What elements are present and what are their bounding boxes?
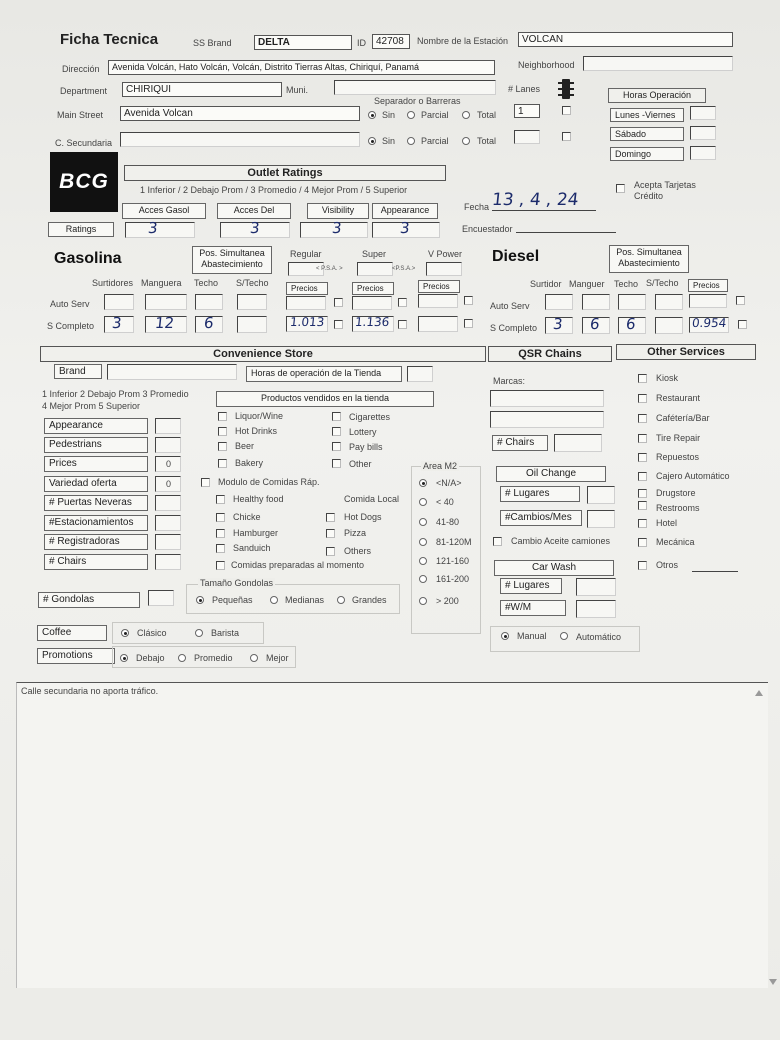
gas-as-regular[interactable] xyxy=(286,296,326,310)
service-cb-5[interactable] xyxy=(638,472,647,481)
area-radio-0[interactable] xyxy=(419,479,427,487)
modulo-comidas-checkbox[interactable] xyxy=(201,478,210,487)
food2-cb-0[interactable] xyxy=(326,513,335,522)
marcas-field-1[interactable] xyxy=(490,390,604,407)
promedio-label: Promedio xyxy=(194,653,233,663)
marcas-field-2[interactable] xyxy=(490,411,604,428)
comments-text: Calle secundaria no aporta tráfico. xyxy=(21,686,159,696)
cs-field-7[interactable] xyxy=(155,554,181,570)
address-field[interactable]: Avenida Volcán, Hato Volcán, Volcán, Distrito Tierras Altas, Chiriquí, Panamá xyxy=(108,60,495,75)
super-psa-field[interactable] xyxy=(357,262,393,276)
area-radio-3[interactable] xyxy=(419,538,427,546)
psa-right-label: <P.S.A.> xyxy=(392,266,416,272)
separator-main-total-label: Total xyxy=(477,110,497,120)
service-cb-0[interactable] xyxy=(638,374,647,383)
separator-sec-total-label: Total xyxy=(477,136,497,146)
acepta-tarjetas-checkbox[interactable] xyxy=(616,184,625,193)
comments-box[interactable] xyxy=(16,682,768,988)
address-label: Dirección xyxy=(62,64,100,74)
cs-scale-line2: 4 Mejor Prom 5 Superior xyxy=(42,401,141,411)
ss-brand-label: SS Brand xyxy=(193,38,232,48)
separator-main-sin-radio[interactable] xyxy=(368,111,376,119)
area-radio-2[interactable] xyxy=(419,518,427,526)
grandes-label: Grandes xyxy=(352,595,387,605)
form-title: Ficha Tecnica xyxy=(60,31,159,48)
lanes-main-field[interactable]: 1 xyxy=(514,104,540,118)
rating-acces-del-value: 3 xyxy=(249,219,261,237)
wash-lugares-field[interactable] xyxy=(576,578,616,596)
product-label-0: Liquor/Wine xyxy=(235,411,284,421)
comida-local-label: Comida Local xyxy=(344,494,400,504)
cs-field-3[interactable] xyxy=(155,476,181,492)
cs-field-1[interactable] xyxy=(155,437,181,453)
food-cb-2[interactable] xyxy=(216,529,225,538)
diesel-as-cb[interactable] xyxy=(736,296,745,305)
area-label-6: > 200 xyxy=(436,596,459,606)
acces-del-label: Acces Del xyxy=(217,203,291,219)
coffee-group xyxy=(112,622,264,644)
pequenas-radio[interactable] xyxy=(196,596,204,604)
cs-label-6: # Registradoras xyxy=(44,534,148,550)
diesel-title: Diesel xyxy=(492,248,540,265)
area-label-3: 81-120M xyxy=(436,537,472,547)
gas-as-surtidores[interactable] xyxy=(104,294,134,310)
service-label-5: Cajero Automático xyxy=(656,471,730,481)
vpower-label: V Power xyxy=(428,249,463,259)
brand-label: Brand xyxy=(54,364,102,379)
area-m2-group xyxy=(411,466,481,634)
gasolina-pos-label: Pos. Simultanea xyxy=(199,248,265,258)
diesel-sc-stecho[interactable] xyxy=(655,317,683,334)
rating-acces-gasol-value: 3 xyxy=(147,219,159,237)
precios-regular-label: Precios xyxy=(286,282,328,295)
oil-lugares-label: # Lugares xyxy=(500,486,580,502)
product-label-2: Beer xyxy=(235,441,255,451)
gas-sc-super-cb[interactable] xyxy=(398,320,407,329)
product2-cb-3[interactable] xyxy=(332,459,341,468)
food2-cb-1[interactable] xyxy=(326,529,335,538)
product-cb-2[interactable] xyxy=(218,442,227,451)
diesel-sc-techo-value: 6 xyxy=(625,315,637,333)
clasico-label: Clásico xyxy=(137,628,167,638)
gas-as-super-cb[interactable] xyxy=(398,298,407,307)
gas-s-completo-label: S Completo xyxy=(47,321,95,331)
gas-sc-techo-value: 6 xyxy=(203,314,215,332)
gas-sc-surtidores-value: 3 xyxy=(111,314,123,332)
vpower-psa-field[interactable] xyxy=(426,262,462,276)
product-cb-0[interactable] xyxy=(218,412,227,421)
area-label-1: < 40 xyxy=(436,497,454,507)
wash-lugares-label: # Lugares xyxy=(500,578,562,594)
acces-gasol-label: Acces Gasol xyxy=(122,203,206,219)
food-cb-1[interactable] xyxy=(216,513,225,522)
cs-field-2[interactable] xyxy=(155,456,181,472)
diesel-as-price[interactable] xyxy=(689,294,727,308)
service-cb-4[interactable] xyxy=(638,453,647,462)
medianas-label: Medianas xyxy=(285,595,325,605)
service-cb-7[interactable] xyxy=(638,501,647,510)
food2-cb-2[interactable] xyxy=(326,547,335,556)
service-label-9: Mecánica xyxy=(656,537,695,547)
id-label: ID xyxy=(357,38,366,48)
main-street-label: Main Street xyxy=(57,110,104,120)
service-label-8: Hotel xyxy=(656,518,678,528)
service-label-6: Drugstore xyxy=(656,488,696,498)
gasolina-abast-label: Abastecimiento xyxy=(201,259,263,269)
outlet-ratings-header: Outlet Ratings xyxy=(124,165,446,181)
gas-sc-vpower[interactable] xyxy=(418,316,458,332)
product-cb-3[interactable] xyxy=(218,459,227,468)
food-cb-0[interactable] xyxy=(216,495,225,504)
muni-field[interactable] xyxy=(334,80,496,95)
area-label-4: 121-160 xyxy=(436,556,470,566)
service-label-7: Restrooms xyxy=(656,503,700,513)
barista-radio[interactable] xyxy=(195,629,203,637)
diesel-manguer-label: Manguer xyxy=(569,279,605,289)
cs-label-1: Pedestrians xyxy=(44,437,148,453)
encuestador-label: Encuestador xyxy=(462,224,513,234)
service-label-2: Cafétería/Bar xyxy=(656,413,710,423)
scroll-up-icon[interactable] xyxy=(754,689,764,697)
cs-field-0[interactable] xyxy=(155,418,181,434)
station-name-label: Nombre de la Estación xyxy=(417,36,509,46)
cs-field-4[interactable] xyxy=(155,495,181,511)
diesel-surtidor-label: Surtidor xyxy=(530,279,562,289)
gas-as-manguera[interactable] xyxy=(145,294,187,310)
separator-sec-total-radio[interactable] xyxy=(462,137,470,145)
service-label-0: Kiosk xyxy=(656,373,679,383)
separator-sec-sin-radio[interactable] xyxy=(368,137,376,145)
cambio-aceite-label: Cambio Aceite camiones xyxy=(511,536,611,546)
service-label-3: Tire Repair xyxy=(656,433,701,443)
cs-label-5: #Estacionamientos xyxy=(44,515,148,531)
automatico-label: Automático xyxy=(576,632,622,642)
scroll-down-icon[interactable] xyxy=(768,978,778,986)
separator-sec-parcial-label: Parcial xyxy=(421,136,449,146)
sabado-field[interactable] xyxy=(690,126,716,140)
lunes-viernes-label: Lunes -Viernes xyxy=(610,108,684,122)
automatico-radio[interactable] xyxy=(560,632,568,640)
domingo-field[interactable] xyxy=(690,146,716,160)
area-label-5: 161-200 xyxy=(436,574,470,584)
gas-sc-super-price: 1.136 xyxy=(354,315,391,329)
wash-wm-label: #W/M xyxy=(500,600,566,616)
product-label-1: Hot Drinks xyxy=(235,426,278,436)
manual-label: Manual xyxy=(517,631,547,641)
product2-label-2: Pay bills xyxy=(349,442,383,452)
area-radio-5[interactable] xyxy=(419,575,427,583)
c-secundaria-field[interactable] xyxy=(120,132,360,147)
gas-sc-stecho[interactable] xyxy=(237,316,267,333)
acepta-tarjetas-label: Acepta Tarjetas xyxy=(634,180,696,190)
car-wash-label: Car Wash xyxy=(494,560,614,576)
medianas-radio[interactable] xyxy=(270,596,278,604)
debajo-radio[interactable] xyxy=(120,654,128,662)
fecha-label: Fecha xyxy=(464,202,490,212)
rating-visibility-value: 3 xyxy=(331,219,343,237)
cs-label-7: # Chairs xyxy=(44,554,148,570)
horas-tienda-label: Horas de operación de la Tienda xyxy=(246,366,402,382)
brand-field[interactable] xyxy=(107,364,237,380)
service-cb-9[interactable] xyxy=(638,538,647,547)
cs-label-4: # Puertas Neveras xyxy=(44,495,148,511)
super-label: Super xyxy=(362,249,387,259)
food2-label-0: Hot Dogs xyxy=(344,512,382,522)
gas-auto-serv-label: Auto Serv xyxy=(50,299,90,309)
sabado-label: Sábado xyxy=(610,127,684,141)
oil-cambios-field[interactable] xyxy=(587,510,615,528)
area-label-2: 41-80 xyxy=(436,517,460,527)
food2-label-1: Pizza xyxy=(344,528,367,538)
gasolina-pos-simultanea xyxy=(192,246,272,274)
department-field[interactable]: CHIRIQUI xyxy=(122,82,282,97)
station-name-field[interactable]: VOLCAN xyxy=(518,32,733,47)
separator-main-parcial-radio[interactable] xyxy=(407,111,415,119)
food-label-0: Healthy food xyxy=(233,494,284,504)
precios-super-label: Precios xyxy=(352,282,394,295)
area-m2-label: Area M2 xyxy=(423,461,458,471)
diesel-sc-price-value: 0.954 xyxy=(691,316,728,330)
lanes-main-checkbox[interactable] xyxy=(562,106,571,115)
diesel-techo-label: Techo xyxy=(614,279,639,289)
qsr-chains-header: QSR Chains xyxy=(488,346,612,362)
oil-change-label: Oil Change xyxy=(496,466,606,482)
cs-scale-line1: 1 Inferior 2 Debajo Prom 3 Promedio xyxy=(42,389,189,399)
productos-label: Productos vendidos en la tienda xyxy=(216,391,434,407)
lanes-sec-field[interactable] xyxy=(514,130,540,144)
product2-label-3: Other xyxy=(349,459,372,469)
psa-left-label: < P.S.A. > xyxy=(316,266,343,272)
manguera-label: Manguera xyxy=(141,278,182,288)
service-label-1: Restaurant xyxy=(656,393,701,403)
appearance-rating-label: Appearance xyxy=(372,203,438,219)
id-field[interactable]: 42708 xyxy=(372,34,410,49)
fecha-underline xyxy=(492,210,596,211)
service-cb-10[interactable] xyxy=(638,561,647,570)
product2-cb-0[interactable] xyxy=(332,412,341,421)
diesel-s-completo-label: S Completo xyxy=(490,323,538,333)
department-label: Department xyxy=(60,86,108,96)
separator-label: Separador o Barreras xyxy=(374,96,461,106)
other-services-header: Other Services xyxy=(616,344,756,360)
product2-label-1: Lottery xyxy=(349,427,377,437)
diesel-stecho-label: S/Techo xyxy=(646,278,679,288)
area-radio-6[interactable] xyxy=(419,597,427,605)
gondolas-field[interactable] xyxy=(148,590,174,606)
comidas-preparadas-checkbox[interactable] xyxy=(216,561,225,570)
diesel-as-manguer[interactable] xyxy=(582,294,610,310)
marcas-label: Marcas: xyxy=(493,376,526,386)
wash-wm-field[interactable] xyxy=(576,600,616,618)
diesel-precios-label: Precios xyxy=(688,279,728,292)
promedio-radio[interactable] xyxy=(178,654,186,662)
service-cb-6[interactable] xyxy=(638,489,647,498)
product-label-3: Bakery xyxy=(235,458,264,468)
grandes-radio[interactable] xyxy=(337,596,345,604)
visibility-label: Visibility xyxy=(307,203,369,219)
encuestador-line xyxy=(516,232,616,233)
separator-sec-sin-label: Sin xyxy=(382,136,396,146)
diesel-sc-manguer-value: 6 xyxy=(589,315,601,333)
food2-label-2: Others xyxy=(344,546,372,556)
surtidores-label: Surtidores xyxy=(92,278,134,288)
area-label-0: <N/A> xyxy=(436,478,462,488)
cs-label-2: Prices xyxy=(44,456,148,472)
diesel-pos-label: Pos. Simultanea xyxy=(616,247,682,257)
gas-sc-regular-price: 1.013 xyxy=(289,315,326,329)
comidas-preparadas-label: Comidas preparadas al momento xyxy=(231,560,365,570)
mejor-radio[interactable] xyxy=(250,654,258,662)
area-radio-4[interactable] xyxy=(419,557,427,565)
otros-line xyxy=(692,571,738,572)
gas-as-regular-cb[interactable] xyxy=(334,298,343,307)
product2-cb-2[interactable] xyxy=(332,442,341,451)
qsr-chairs-label: # Chairs xyxy=(492,435,548,451)
variedad-value: 0 xyxy=(166,479,172,489)
lanes-label: # Lanes xyxy=(508,84,541,94)
food-cb-3[interactable] xyxy=(216,544,225,553)
gas-sc-manguera-value: 12 xyxy=(154,314,176,332)
cs-label-3: Variedad oferta xyxy=(44,476,148,492)
gas-as-techo[interactable] xyxy=(195,294,223,310)
area-radio-1[interactable] xyxy=(419,498,427,506)
promotions-label: Promotions xyxy=(37,648,115,664)
outlet-scale-text: 1 Inferior / 2 Debajo Prom / 3 Promedio / 4 Mejor Prom / 5 Superior xyxy=(140,185,408,195)
oil-lugares-field[interactable] xyxy=(587,486,615,504)
ratings-label: Ratings xyxy=(48,222,114,237)
service-cb-3[interactable] xyxy=(638,434,647,443)
product-cb-1[interactable] xyxy=(218,427,227,436)
regular-label: Regular xyxy=(290,249,322,259)
diesel-sc-surtidor-value: 3 xyxy=(552,315,564,333)
service-label-10: Otros xyxy=(656,560,679,570)
fecha-value: 13 , 4 , 24 xyxy=(490,190,580,210)
separator-main-total-radio[interactable] xyxy=(462,111,470,119)
separator-main-sin-label: Sin xyxy=(382,110,396,120)
c-secundaria-label: C. Secundaria xyxy=(55,138,113,148)
precios-vpower-label: Precios xyxy=(418,280,460,293)
manual-radio[interactable] xyxy=(501,632,509,640)
domingo-label: Domingo xyxy=(610,147,684,161)
cs-field-5[interactable] xyxy=(155,515,181,531)
diesel-pos-simultanea xyxy=(609,245,689,273)
service-cb-1[interactable] xyxy=(638,394,647,403)
diesel-as-techo[interactable] xyxy=(618,294,646,310)
convenience-store-header: Convenience Store xyxy=(40,346,486,362)
food-label-1: Chicke xyxy=(233,512,261,522)
separator-sec-parcial-radio[interactable] xyxy=(407,137,415,145)
pequenas-label: Pequeñas xyxy=(212,595,253,605)
neighborhood-label: Neighborhood xyxy=(518,60,575,70)
modulo-comidas-label: Modulo de Comidas Ráp. xyxy=(218,477,320,487)
gas-as-vpower[interactable] xyxy=(418,294,458,308)
horas-tienda-field[interactable] xyxy=(407,366,433,382)
gas-sc-vpower-cb[interactable] xyxy=(464,319,473,328)
gas-as-super[interactable] xyxy=(352,296,392,310)
main-street-field[interactable]: Avenida Volcan xyxy=(120,106,360,121)
traffic-light-icon xyxy=(556,78,576,102)
product2-cb-1[interactable] xyxy=(332,427,341,436)
cambio-aceite-checkbox[interactable] xyxy=(493,537,502,546)
service-label-4: Repuestos xyxy=(656,452,700,462)
barista-label: Barista xyxy=(211,628,240,638)
diesel-abast-label: Abastecimiento xyxy=(618,258,680,268)
rating-acces-gasol-field[interactable] xyxy=(125,222,195,238)
rating-appearance-value: 3 xyxy=(399,219,411,237)
lanes-sec-checkbox[interactable] xyxy=(562,132,571,141)
tamano-gondolas-label: Tamaño Gondolas xyxy=(200,578,274,588)
diesel-auto-serv-label: Auto Serv xyxy=(490,301,530,311)
prices-value: 0 xyxy=(166,459,172,469)
lunes-viernes-field[interactable] xyxy=(690,106,716,120)
oil-cambios-label: #Cambios/Mes xyxy=(500,510,582,526)
service-cb-2[interactable] xyxy=(638,414,647,423)
cs-field-6[interactable] xyxy=(155,534,181,550)
debajo-label: Debajo xyxy=(136,653,165,663)
product2-label-0: Cigarettes xyxy=(349,412,391,422)
ss-brand-field[interactable]: DELTA xyxy=(254,35,352,50)
coffee-label: Coffee xyxy=(37,625,107,641)
gas-as-stecho[interactable] xyxy=(237,294,267,310)
muni-label: Muni. xyxy=(286,85,309,95)
gondolas-label: # Gondolas xyxy=(38,592,140,608)
diesel-sc-cb[interactable] xyxy=(738,320,747,329)
gas-sc-regular-cb[interactable] xyxy=(334,320,343,329)
qsr-chairs-field[interactable] xyxy=(554,434,602,452)
stecho-label: S/Techo xyxy=(236,278,269,288)
neighborhood-field[interactable] xyxy=(583,56,733,71)
gas-as-vpower-cb[interactable] xyxy=(464,296,473,305)
clasico-radio[interactable] xyxy=(121,629,129,637)
food-label-3: Sanduich xyxy=(233,543,271,553)
horas-operacion-label: Horas Operación xyxy=(608,88,706,103)
food-label-2: Hamburger xyxy=(233,528,279,538)
bcg-logo: BCG xyxy=(50,152,118,212)
mejor-label: Mejor xyxy=(266,653,289,663)
techo-label: Techo xyxy=(194,278,219,288)
service-cb-8[interactable] xyxy=(638,519,647,528)
cs-label-0: Appearance xyxy=(44,418,148,434)
gasolina-title: Gasolina xyxy=(54,250,122,267)
diesel-as-stecho[interactable] xyxy=(655,294,683,310)
diesel-as-surtidor[interactable] xyxy=(545,294,573,310)
separator-main-parcial-label: Parcial xyxy=(421,110,449,120)
credito-label: Crédito xyxy=(634,191,664,201)
